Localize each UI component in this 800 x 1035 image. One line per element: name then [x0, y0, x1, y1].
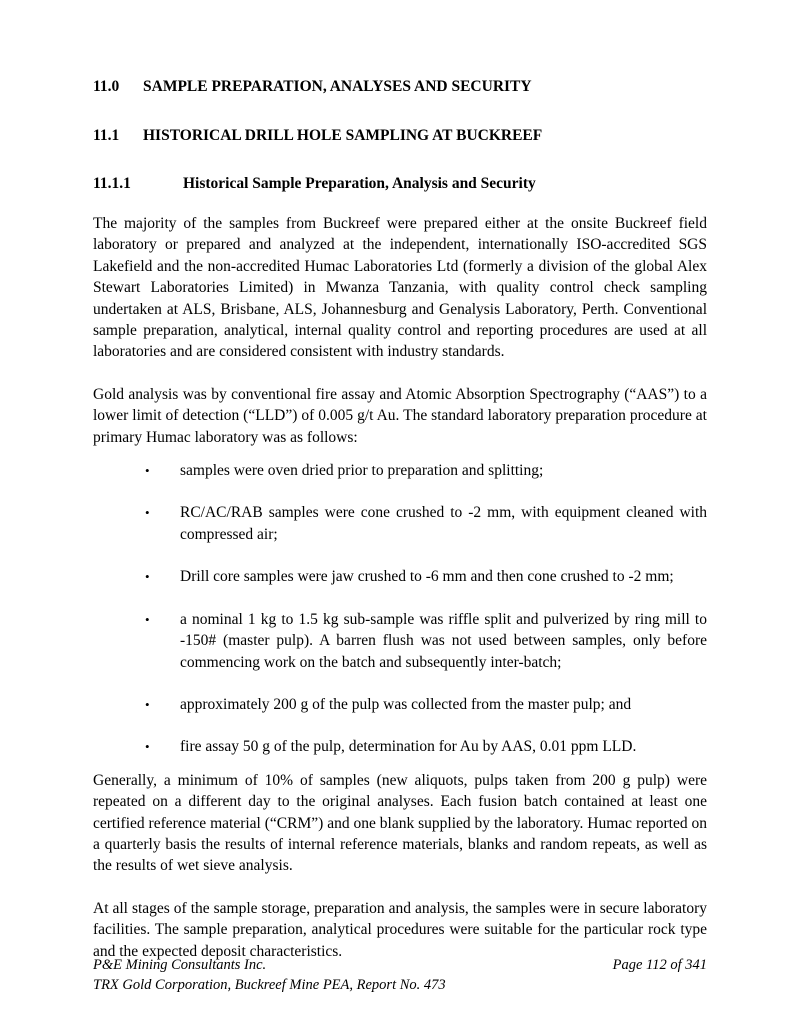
list-item	[145, 694, 707, 715]
section-number: 11.1	[93, 127, 120, 144]
footer-company-name: P&E Mining Consultants Inc.	[93, 957, 267, 973]
list-item-text: fire assay 50 g of the pulp, determination for Au by AAS, 0.01 ppm LLD.	[180, 738, 637, 756]
footer-page-number: Page 112 of 341	[612, 957, 707, 973]
list-item	[145, 502, 707, 545]
footer-company-block	[93, 956, 446, 995]
list-item	[145, 460, 707, 481]
list-item-text: a nominal 1 kg to 1.5 kg sub-sample was riffle split and pulverized by ring mill to -150# (master pulp). A barren flush was not used between samples, only before commencing work on the batch and subsequently inter-batch;	[180, 610, 707, 671]
section-heading-11-1-1	[93, 173, 707, 195]
footer-report-title: TRX Gold Corporation, Buckreef Mine PEA, Report No. 473	[93, 976, 446, 993]
body-paragraph: At all stages of the sample storage, preparation and analysis, the samples were in secure laboratory facilities. The sample preparation, analytical procedures were suitable for the particular rock type and the expected deposit characteristics.	[93, 899, 707, 960]
list-item	[145, 736, 707, 757]
section-number: 11.1.1	[93, 175, 131, 192]
list-item-text: approximately 200 g of the pulp was collected from the master pulp; and	[180, 695, 632, 713]
section-title: HISTORICAL DRILL HOLE SAMPLING AT BUCKREEF	[143, 127, 543, 144]
section-title: SAMPLE PREPARATION, ANALYSES AND SECURITY	[143, 78, 532, 95]
bullet-icon: •	[145, 611, 150, 627]
section-heading-11-0	[93, 76, 707, 98]
list-item-text: samples were oven dried prior to preparation and splitting;	[180, 462, 544, 480]
section-number: 11.0	[93, 78, 120, 95]
section-title: Historical Sample Preparation, Analysis and Security	[183, 175, 536, 192]
section-heading-11-1	[93, 125, 707, 147]
bullet-icon: •	[145, 463, 150, 479]
list-item-text: RC/AC/RAB samples were cone crushed to -2 mm, with equipment cleaned with compressed air;	[180, 504, 707, 543]
list-item-text: Drill core samples were jaw crushed to -6 mm and then cone crushed to -2 mm;	[180, 568, 674, 586]
bullet-icon: •	[145, 505, 150, 521]
bullet-icon: •	[145, 696, 150, 712]
bullet-icon: •	[145, 569, 150, 585]
bullet-icon: •	[145, 739, 150, 755]
body-paragraph: The majority of the samples from Buckreef were prepared either at the onsite Buckreef field laboratory or prepared and analyzed at the independent, internationally ISO-accredited SGS Lakefield and the non-accredited Humac Laboratories Ltd (formerly a division of the global Alex Stewart Laboratories Limited) in Mwanza Tanzania, with quality control check sampling undertaken at ALS, Brisbane, ALS, Johannesburg and Genalysis Laboratory, Perth. Conventional sample preparation, analytical, internal quality control and reporting procedures are used at all laboratories and are considered consistent with industry standards.	[93, 215, 707, 361]
page-footer	[93, 956, 707, 995]
list-item	[145, 566, 707, 587]
list-item	[145, 609, 707, 673]
procedure-bullet-list	[93, 460, 707, 758]
body-paragraph: Gold analysis was by conventional fire assay and Atomic Absorption Spectrography (“AAS”) to a lower limit of detection (“LLD”) of 0.005 g/t Au. The standard laboratory preparation procedure at primary Humac laboratory was as follows:	[93, 385, 707, 446]
body-paragraph: Generally, a minimum of 10% of samples (new aliquots, pulps taken from 200 g pulp) were repeated on a different day to the original analyses. Each fusion batch contained at least one certified reference material (“CRM”) and one blank supplied by the laboratory. Humac reported on a quarterly basis the results of internal reference materials, blanks and random repeats, as well as the results of wet sieve analysis.	[93, 771, 707, 875]
